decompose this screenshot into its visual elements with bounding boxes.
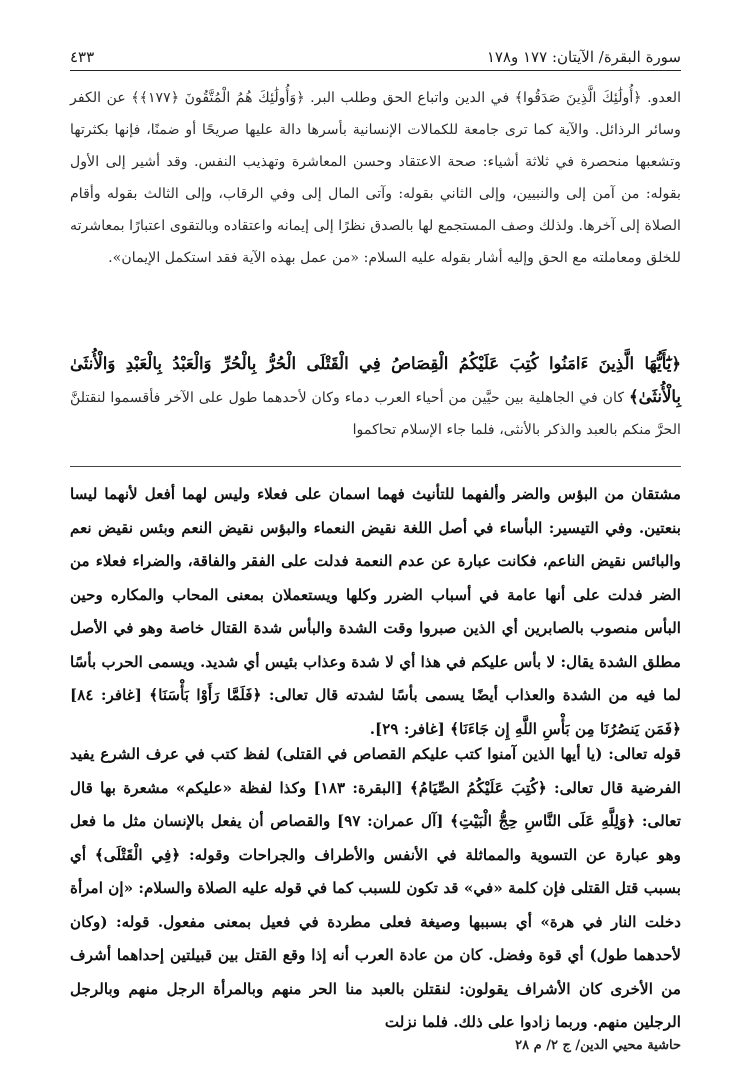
footnote-tawl-text: (وكان لأحدهما طول) أي قوة وفضل. كان من عادة العرب أنه إذا وقع القتل بين قبيلتين إحداهما أشرف من الأخرى كان الأشراف يقولون: لنقتلن بالعبد منا الحر منهم وبالمرأة الرجل منهم وبالرجل الرجلين منهم. وربما زادوا على ذلك. فلما نزلت — [70, 912, 681, 1031]
page-footer: حاشية محيي الدين/ ج ٢/ م ٢٨ — [515, 1038, 681, 1053]
footnote-label: قوله تعالى: — [608, 745, 681, 763]
header-rule — [70, 70, 681, 71]
footnote-basaa: مشتقان من البؤس والضر وألفهما للتأنيث فهما اسمان على فعلاء وليس لهما أفعل لأنهما ليسا بنعتين. وفي التيسير: البأساء في أصل اللغة نقيض النعماء والبؤس نقيض النعم وبئس نقيض نعم والبائس نقيض الناعم، فكانت عبارة عن عدم النعمة فدلت على الفقر والفاقة، والضراء فعلاء من الضر فدلت على أنها عامة في أسباب الضرر وكلها ويستعملان بمعنى المحاب والمكاره وحين البأس منصوب بالصابرين أي الذين صبروا وقت الشدة والبأس شدة القتال خاصة وهو في الأصل مطلق الشدة يقال: لا بأس عليكم في هذا أي لا شدة وعذاب بئيس أي شديد. ويسمى الحرب بأسًا لما فيه من الشدة والعذاب أيضًا يسمى بأسًا لشدته قال تعالى: ﴿فَلَمَّا رَأَوْا بَأْسَنَا﴾ [غافر: ٨٤] ﴿فَمَن يَنصُرُنَا مِن بَأْسِ اللَّهِ إِن جَاءَنَا﴾ [غافر: ٢٩]. — [70, 485, 681, 738]
page-number: ٤٣٣ — [70, 48, 95, 66]
footnote-qisas — [70, 738, 681, 1040]
footnote-qisas-text: (يا أيها الذين آمنوا كتب عليكم القصاص في القتلى) لفظ كتب في عرف الشرع يفيد الفرضية قال تعالى: ﴿كُتِبَ عَلَيْكُمُ الصِّيَامُ﴾ [البقرة: ١٨٣] وكذا لفظة «عليكم» مشعرة بها قال تعالى: ﴿وَلِلَّهِ عَلَى النَّاسِ حِجُّ الْبَيْتِ﴾ [آل عمران: ٩٧] والقصاص أن يفعل بالإنسان مثل ما فعل وهو عبارة عن التسوية والمماثلة في الأنفس والأطراف والجراحات وقوله: ﴿فِي الْقَتْلَى﴾ أي بسبب قتل القتلى فإن كلمة «في» قد تكون للسبب كما في قوله عليه الصلاة والسلام: «إن امرأة دخلت النار في هرة» أي بسببها وصيغة فعلى مطردة في فعيل بمعنى مفعول. — [70, 745, 682, 931]
page-header — [70, 36, 681, 66]
verse-commentary: كان في الجاهلية بين حيَّين من أحياء العرب دماء وكان لأحدهما طول على الآخر فأقسموا لنقتلنَّ الحرَّ منكم بالعبد والذكر بالأنثى، فلما جاء الإسلام تحاكموا — [70, 390, 681, 438]
running-title: سورة البقرة/ الآيتان: ١٧٧ و١٧٨ — [486, 48, 681, 66]
verse-block — [70, 348, 681, 446]
verse-178: ﴿يَٰٓأَيُّهَا الَّذِينَ ءَامَنُوا كُتِبَ عَلَيْكُمُ الْقِصَاصُ فِي الْقَتْلَى الْحُرُّ بِالْحُرِّ وَالْعَبْدُ بِالْعَبْدِ وَالْأُنثَىٰ بِالْأُنثَىٰ﴾ — [70, 354, 682, 406]
footnote-label-2: قوله: — [115, 912, 150, 931]
footnote-separator — [70, 466, 681, 467]
commentary-top: العدو. ﴿أُولَٰئِكَ الَّذِينَ صَدَقُوا﴾ في الدين واتباع الحق وطلب البر. ﴿وَأُولَٰئِكَ هُمُ الْمُتَّقُونَ ﴿١٧٧﴾﴾ عن الكفر وسائر الرذائل. والآية كما ترى جامعة للكمالات الإنسانية بأسرها دالة عليها صريحًا أو ضمنًا، فإنها بكثرتها وتشعبها منحصرة في ثلاثة أشياء: صحة الاعتقاد وحسن المعاشرة وتهذيب النفس. وقد أشير إلى الأول بقوله: من آمن إلى والنبيين، وإلى الثاني بقوله: وآتى المال إلى وفي الرقاب، وإلى الثالث بقوله وأقام الصلاة إلى آخرها. ولذلك وصف المستجمع لها بالصدق نظرًا إلى إيمانه واعتقاده وبالتقوى اعتبارًا بمعاشرته للخلق ومعاملته مع الحق وإليه أشار بقوله عليه السلام: «من عمل بهذه الآية فقد استكمل الإيمان». — [70, 90, 682, 266]
